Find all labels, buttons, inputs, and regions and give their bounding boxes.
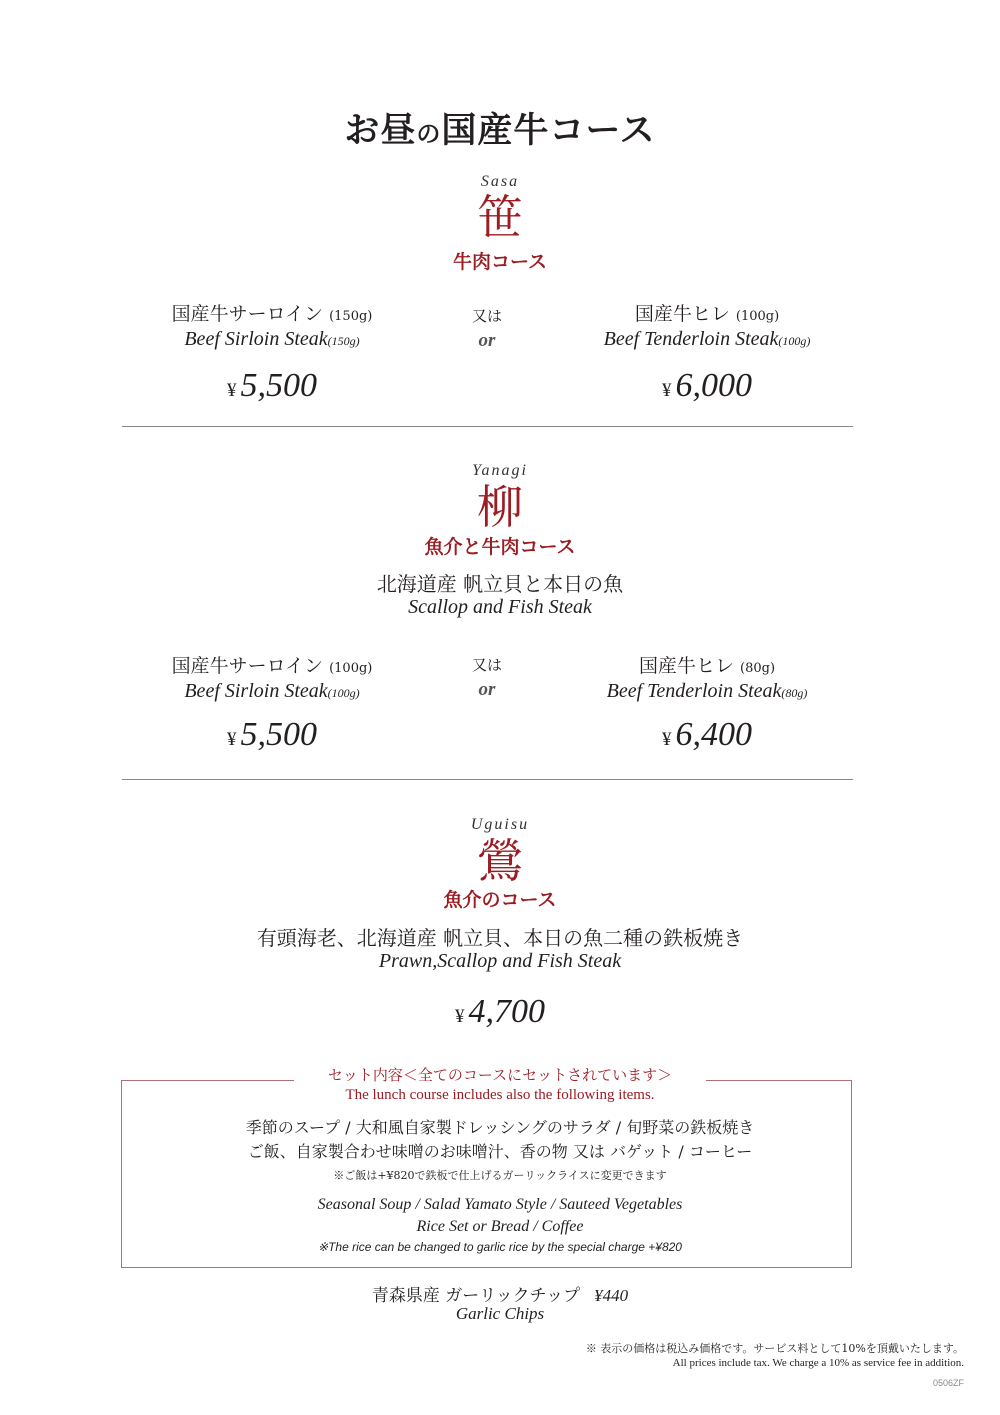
- divider: [122, 779, 853, 780]
- yanagi-course-name: Yanagi: [472, 462, 528, 479]
- garlic-chips-jp: 青森県産 ガーリックチップ ¥440: [371, 1286, 629, 1306]
- sasa-tenderloin-jp: 国産牛ヒレ (100g): [634, 303, 780, 325]
- yanagi-tenderloin-jp: 国産牛ヒレ (80g): [638, 655, 776, 677]
- set-header: [0, 1064, 1000, 1104]
- set-jp-note: ※ご飯は+¥820で鉄板で仕上げるガーリックライスに変更できます: [333, 1169, 667, 1182]
- sasa-option-sirloin: [92, 299, 452, 351]
- garlic-chips-price: ¥440: [594, 1286, 629, 1305]
- yanagi-tenderloin-en: Beef Tenderloin Steak(80g): [606, 680, 808, 702]
- sasa-sirloin-jp: 国産牛サーロイン (150g): [171, 303, 373, 325]
- yanagi-option-sirloin: [92, 651, 452, 703]
- set-en-note: ※The rice can be changed to garlic rice by the special charge +¥820: [318, 1240, 682, 1254]
- yanagi-kanji: 柳: [477, 480, 523, 534]
- yanagi-subtitle: 魚介と牛肉コース: [424, 536, 576, 558]
- sasa-kanji: 笹: [477, 190, 523, 244]
- uguisu-dish-jp: 有頭海老、北海道産 帆立貝、本日の魚二種の鉄板焼き: [256, 926, 744, 950]
- sasa-sirloin-en: Beef Sirloin Steak(150g): [184, 328, 360, 350]
- sasa-subtitle: 牛肉コース: [452, 251, 548, 273]
- sasa-tenderloin-en: Beef Tenderloin Steak(100g): [603, 328, 811, 350]
- sasa-option-tenderloin: [527, 299, 887, 351]
- tax-note-jp: ※ 表示の価格は税込み価格です。サービス料として10%を頂戴いたします。: [585, 1342, 964, 1355]
- set-title: セット内容＜全てのコースにセットされています＞: [327, 1066, 673, 1084]
- uguisu-course-name: Uguisu: [470, 816, 530, 833]
- sasa-course-name: Sasa: [480, 173, 520, 190]
- uguisu-price: ¥ 4,700: [455, 993, 545, 1030]
- uguisu-kanji: 鶯: [477, 834, 523, 888]
- set-jp-line2: ご飯、自家製合わせ味噌のお味噌汁、香の物 又は バゲット / コーヒー: [247, 1142, 753, 1161]
- yanagi-option-tenderloin: [527, 651, 887, 703]
- uguisu-subtitle: 魚介のコース: [443, 889, 557, 911]
- yanagi-tenderloin-price: ¥ 6,400: [662, 716, 752, 753]
- divider: [122, 426, 853, 427]
- title-part2: の: [416, 119, 442, 148]
- set-subtitle: The lunch course includes also the following items.: [345, 1087, 655, 1103]
- sasa-sirloin-price: ¥ 5,500: [227, 367, 317, 404]
- title-part1: お昼: [344, 110, 417, 151]
- sasa-tenderloin-price: ¥ 6,000: [662, 367, 752, 404]
- title-part3: 国産牛コース: [441, 110, 656, 151]
- set-jp-line1: 季節のスープ / 大和風自家製ドレッシングのサラダ / 旬野菜の鉄板焼き: [245, 1118, 755, 1137]
- yanagi-dish-en: Scallop and Fish Steak: [408, 596, 592, 618]
- uguisu-dish-en: Prawn,Scallop and Fish Steak: [378, 950, 622, 972]
- set-en-line2: Rice Set or Bread / Coffee: [416, 1218, 584, 1235]
- yanagi-sirloin-en: Beef Sirloin Steak(100g): [184, 680, 360, 702]
- tax-note-en: All prices include tax. We charge a 10% as service fee in addition.: [672, 1357, 964, 1369]
- document-code: 0506ZF: [932, 1378, 964, 1388]
- yanagi-sirloin-price: ¥ 5,500: [227, 716, 317, 753]
- yanagi-sirloin-jp: 国産牛サーロイン (100g): [171, 655, 373, 677]
- yanagi-or: 又は or: [471, 656, 502, 700]
- page-title: [0, 103, 1000, 153]
- yanagi-dish-jp: 北海道産 帆立貝と本日の魚: [376, 572, 624, 596]
- sasa-or: 又は or: [471, 307, 502, 351]
- garlic-chips-en: Garlic Chips: [455, 1304, 545, 1323]
- set-en-line1: Seasonal Soup / Salad Yamato Style / Sauteed Vegetables: [317, 1196, 683, 1213]
